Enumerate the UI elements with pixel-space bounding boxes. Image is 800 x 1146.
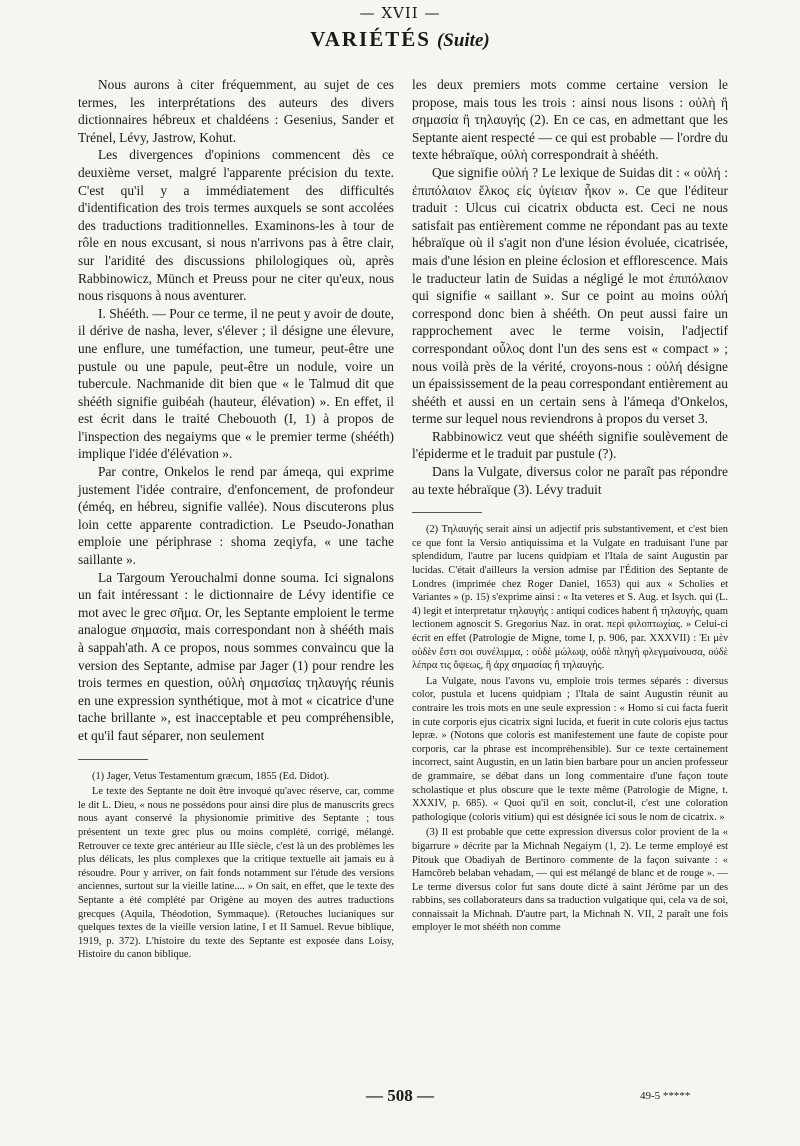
paragraph: Les divergences d'opinions commencent dès ce deuxième verset, malgré l'apparente précision du texte. C'est qu'il y a immédiatement des difficultés d'identification des trois termes auxquels se sont accolées des traductions traditionnelles. Examinons-les à tour de rôle en nous excusant, si nous n'arrivons pas à être clair, sur l'aridité des discussions philologiques où, après Rabbinowicz, Münch et Preuss pour ne citer qu'eux, nous nous risquons à nous aventurer. xyxy=(78,147,394,304)
paragraph: Dans la Vulgate, diversus color ne paraît pas répondre au texte hébraïque (3). Lévy traduit xyxy=(412,464,728,497)
footnotes xyxy=(412,523,728,935)
page-number-roman: — XVII — xyxy=(359,4,441,22)
footnote-divider xyxy=(412,512,482,513)
title-suffix: (Suite) xyxy=(436,30,490,51)
paragraph: Par contre, Onkelos le rend par ámeqa, qui exprime justement l'idée contraire, d'enfoncement, de profondeur (éméq, en hébreu, signifie vallée). Nous discuterons plus loin cette apparente contradiction. Le Pseudo-Jonathan emploie une périphrase : shoma zeqiyfa, « une tache saillante ». xyxy=(78,464,394,568)
footnotes xyxy=(78,770,394,962)
paragraph: Que signifie οὐλή ? Le lexique de Suidas dit : « οὐλή : ἐπιπόλαιον ἕλκος εἰς ὑγίειαν ἧκον ». Ce que l'éditeur traduit : Ulcus cui cicatrix obducta est. Ceci ne nous satisfait pas entièrement comme ne répondant pas au texte hébraïque où il s'agit non d'une lésion évoluée, cicatrisée, mais d'une lésion en pleine éclosion et efflorescence. Mais le traducteur latin de Suidas a négligé le mot ἐπιπόλαιον qui signifie « saillant ». Sur ce point au moins οὐλή correspond donc bien à shééth. On peut aussi faire un rapprochement avec le terme voisin, l'adjectif correspondant οὖλος dont l'un des sens est « compact » ; nous voilà près de la vérité, croyons-nous : οὐλή désigne un épaississement de la peau correspondant entièrement au shééth et aussi en un certain sens à l'ámeqa d'Onkelos, terme sur lequel nous reviendrons à propos du verset 3. xyxy=(412,164,728,427)
footnote: (3) Il est probable que cette expression diversus color provient de la « bigarrure » décrite par la Michnah Negaiym (1, 2). Le terme employé est Pitouk que Obadiyah de Bertinoro commente de la façon suivante : « Hamcôreb belaban vehadam, — qui est mélangé de blanc et de rouge ». — Le terme diversus color fut sans doute dicté à saint Jérôme par un des rabbins, ses collaborateurs dans sa traduction vulgatique qui, cela va de soi, connaissait la Michnah. D'autre part, la Michnah N. VII, 2 paraît une fois employer le mot shééth non comme xyxy=(412,827,728,934)
paragraph: Rabbinowicz veut que shééth signifie soulèvement de l'épiderme et le traduit par pustule (?). xyxy=(412,428,728,462)
page-title xyxy=(0,27,800,52)
footnote: (1) Jager, Vetus Testamentum græcum, 1855 (Ed. Didot). xyxy=(92,770,330,782)
paragraph: les deux premiers mots comme certaine version le propose, mais tous les trois : ainsi nous lisons : οὐλὴ ἢ σημασία ἢ τηλαυγής (2). En ce cas, en admettant que les Septante aient respecté — ce qui est probable — l'ordre du texte hébraïque, οὐλὴ correspondrait à shééth. xyxy=(412,77,728,163)
page-number: — 508 — xyxy=(366,1086,434,1105)
right-column xyxy=(412,76,728,937)
print-code: 49-5 ***** xyxy=(640,1090,691,1102)
paragraph: La Targoum Yerouchalmi donne souma. Ici signalons un fait intéressant : le dictionnaire de Lévy identifie ce mot avec le grec σῆμα. Or, les Septante emploient le terme analogue σημασία, mais correspondant non à shééth mais à sappah'ath. A ce propos, nous sommes convaincu que la version des Septante, admise par Jager (1) pour rendre les trois termes en question, οὐλὴ σημασίας τηλαυγής réunis en une expression synthétique, mot à mot « cicatrice d'une tache brillante », est inacceptable et peu compréhensible, et qu'il faut séparer, non seulement xyxy=(78,569,394,743)
footnote: Le texte des Septante ne doit être invoqué qu'avec réserve, car, comme le dit L. Dieu, « nous ne possédons pour ainsi dire plus de manuscrits grecs nous ayant conservé la physionomie primitive des Septante ; tous présentent un texte grec plus ou moins complété, corrigé, mélangé. Retrouver ce texte grec antérieur au IIIe siècle, c'est là un des problèmes les plus délicats, les plus complexes que la critique textuelle ait jamais eu à résoudre. Pour y arriver, on fait fonds notamment sur l'étude des versions anciennes, surtout sur la vieille latine.... » On sait, en effet, que le texte des Septante a été complété par Origène au moyen des autres traductions grecques (Aquila, Théodotion, Symmaque). (Retouches lucianiques sur quelques textes de la vieille version latine, I et II Samuel. Revue biblique, 1919, p. 372). L'histoire du texte des Septante est exposée dans Loisy, Histoire du canon biblique. xyxy=(78,786,394,961)
footnote: (2) Τηλαυγής serait ainsi un adjectif pris substantivement, et c'est bien ce que font la Versio antiquissima et la Vulgate en traduisant l'une par splendidum, l'autre par lucens quidpiam et l'Itala de saint Augustin par lucidas. C'était d'ailleurs la version admise par l'Édition des Septante de Londres (imprimée chez Roger Daniel, 1653) qui aux « Scholies et Variantes » (p. 15) s'exprime ainsi : « Ita veteres et S. Aug. et Isych. qui (L. 4) legit et interpretatur τηλαυγής : antiqui codices habent ἢ τηλαυγής, quam lectionem agnoscit S. Gregorius Naz. in orat. περὶ φιλοπτωχίας. » Celui-ci écrit en effet (Patrologie de Migne, tome I, p. 906, par. XXXVII) : Ἐι μὲν οὐδὲν ἔστι σοι συνέλιμμα, : οὐδὲ μώλωψ, οὐδὲ πληγὴ φλεγμαίνουσα, οὐδὲ λέπρα τις ὄψεως, ἢ ἀρχ σημασίας ἢ τηλαυγής. xyxy=(412,524,728,672)
left-column xyxy=(78,76,394,964)
paragraph: I. Shééth. — Pour ce terme, il ne peut y avoir de doute, il dérive de nasha, lever, s'élever ; il désigne une élevure, une enflure, une tuméfaction, une tumeur, peut-être une pustule ou une papule, peut-être un nodule, voire un tubercule. Nachmanide dit bien que « le Talmud dit que shééth signifie guibéah (hauteur, élévation) ». En effet, il est écrit dans le traité Chebouoth (I, 1) à propos de l'inspection des negaiyms que « le premier terme (shééth) implique l'idée d'élévation ». xyxy=(78,305,394,462)
footnote: La Vulgate, nous l'avons vu, emploie trois termes séparés : diversus color, pustula et lucens quidpiam ; l'Itala de saint Augustin réunit au contraire les trois mots en une seule expression : « Homo si cui facta fuerit in cute corporis ejus cicatrix signi lucida, et fuerit in cute coloris ejus tactus lepræ. » (Notons que coloris est manifestement une faute de copiste pour corporis, car la phrase est incompréhensible). Sur ce texte certainement incorrect, saint Augustin, en un latin bien barbare pour un ancien professeur de grammaire, se débat dans un long commentaire d'une façon toute scholastique et plus obscure que le texte même (Patrologie de Migne, t. XXXIV, p. 685). « Quoi qu'il en soit, conclut-il, c'est une coloration pathologique (coloris vitium) qui est désignée ici sous le nom de cicatrix. » xyxy=(412,675,728,823)
paragraph: Nous aurons à citer fréquemment, au sujet de ces termes, les interprétations des auteurs des divers dictionnaires hébreux et chaldéens : Gesenius, Sander et Trénel, Lévy, Jastrow, Kohut. xyxy=(78,77,394,145)
title-text: VARIÉTÉS xyxy=(310,27,431,51)
footnote-divider xyxy=(78,759,148,760)
